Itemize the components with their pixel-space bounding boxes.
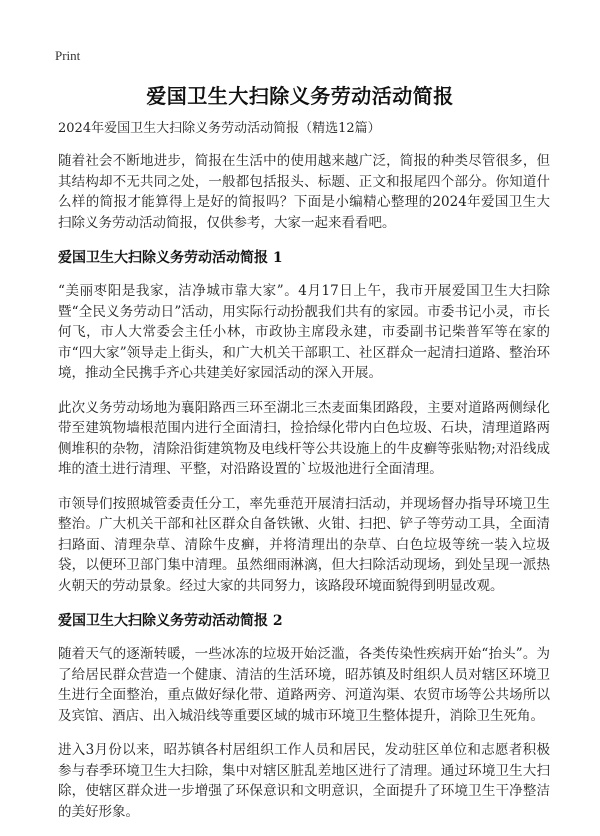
intro-paragraph: 随着社会不断地进步，简报在生活中的使用越来越广泛，简报的种类尽管很多，但其结构却不无共同之处，一般都包括报头、标题、正文和报尾四个部分。你知道什么样的简报才能算得上是好的简报吗？下面是小编精心整理的2024年爱国卫生大扫除义务劳动活动简报，仅供参考，大家一起来看看吧。 [58,153,550,231]
section-1-paragraph-1: “美丽枣阳是我家，洁净城市靠大家”。4月17日上午，我市开展爱国卫生大扫除暨“全民义务劳动日”活动，用实际行动扮靓我们共有的家园。市委书记小灵，市长何飞，市人大常委会主任小林，市政协主席段永建，市委副书记柴普军等在家的市“四大家”领导走上街头，和广大机关干部职工、社区群众一起清扫道路、整治环境，推动全民携手齐心共建美好家园活动的深入开展。 [58,283,550,381]
section-heading-2: 爱国卫生大扫除义务劳动活动简报 2 [58,613,283,629]
section-1-paragraph-2: 此次义务劳动场地为襄阳路西三环至湖北三杰麦面集团路段，主要对道路两侧绿化带至建筑物墙根范围内进行全面清扫，捡拾绿化带内白色垃圾、石块，清理道路两侧堆积的杂物，清除沿街建筑物及电线杆等公共设施上的牛皮癣等张贴物;对沿线成堆的渣土进行清理、平整，对沿路设置的`垃圾池进行全面清理。 [58,399,550,477]
section-1-paragraph-3: 市领导们按照城管委责任分工，率先垂范开展清扫活动，并现场督办指导环境卫生整治。广大机关干部和社区群众自备铁锹、火钳、扫把、铲子等劳动工具，全面清扫路面、清理杂草、清除牛皮癣，并将清理出的杂草、白色垃圾等统一装入垃圾袋，以便环卫部门集中清理。虽然细雨淋漓，但大扫除活动现场，到处呈现一派热火朝天的劳动景象。经过大家的共同努力，该路段环境面貌得到明显改观。 [58,495,550,594]
section-heading-1: 爱国卫生大扫除义务劳动活动简报 1 [58,250,283,266]
article-body [58,118,550,836]
article-subtitle: 2024年爱国卫生大扫除义务劳动活动简报（精选12篇） [58,121,381,136]
print-link[interactable]: Print [55,48,81,63]
section-2-paragraph-1: 随着天气的逐渐转暖，一些冰冻的垃圾开始泛滥，各类传染性疾病开始“抬头”。为了给居民群众营造一个健康、清洁的生活环境，昭苏镇及时组织人员对辖区环境卫生进行全面整治，重点做好绿化带、道路两旁、河道沟渠、农贸市场等公共场所以及宾馆、酒店、出入城沿线等重要区域的城市环境卫生整体提升，消除卫生死角。 [58,646,550,724]
page-title: 爱国卫生大扫除义务劳动活动简报 [146,84,454,108]
section-2-paragraph-2: 进入3月份以来，昭苏镇各村居组织工作人员和居民，发动驻区单位和志愿者积极参与春季环境卫生大扫除，集中对辖区脏乱差地区进行了清理。通过环境卫生大扫除，使辖区群众进一步增强了环保意识和文明意识，全面提升了环境卫生干净整洁的美好形象。 [58,742,550,820]
